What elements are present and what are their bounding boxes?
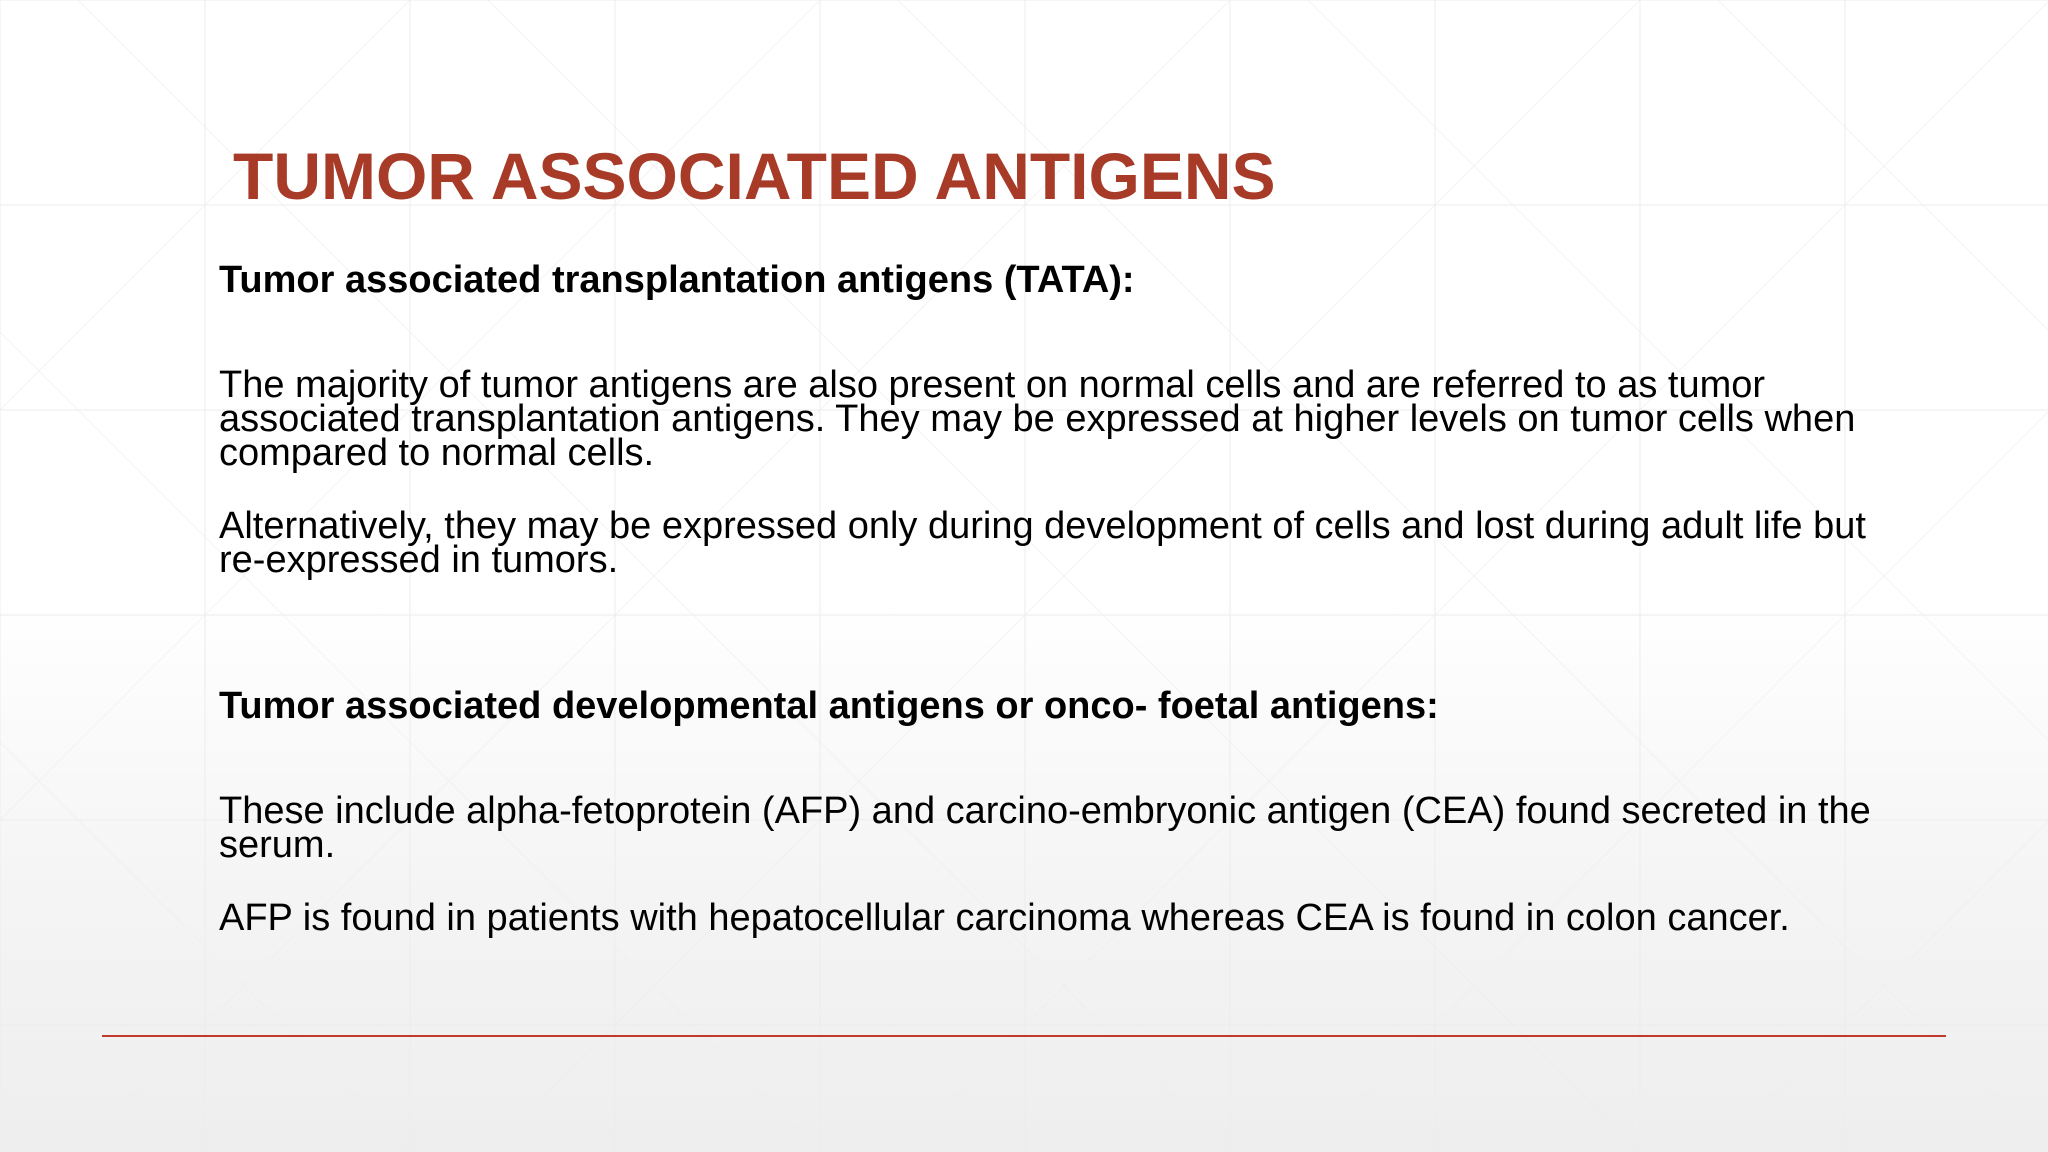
paragraph-afp-cea: These include alpha-fetoprotein (AFP) and carcino-embryonic antigen (CEA) found secreted in the serum. <box>219 790 1871 866</box>
paragraph-afp-cea-cancers: AFP is found in patients with hepatocellular carcinoma whereas CEA is found in colon cancer. <box>219 897 1790 939</box>
footer-divider <box>102 1035 1946 1037</box>
section-heading-onco-foetal: Tumor associated developmental antigens or onco- foetal antigens: <box>219 685 1439 727</box>
section-heading-tata: Tumor associated transplantation antigens (TATA): <box>219 259 1135 301</box>
slide-title: TUMOR ASSOCIATED ANTIGENS <box>233 139 1276 213</box>
paragraph-tata-alternative: Alternatively, they may be expressed only during development of cells and lost during adult life but re-expressed in tumors. <box>219 505 1866 581</box>
paragraph-tata-definition: The majority of tumor antigens are also present on normal cells and are referred to as tumor associated transplantation antigens. They may be expressed at higher levels on tumor cells when compared to normal cells. <box>219 364 1856 474</box>
